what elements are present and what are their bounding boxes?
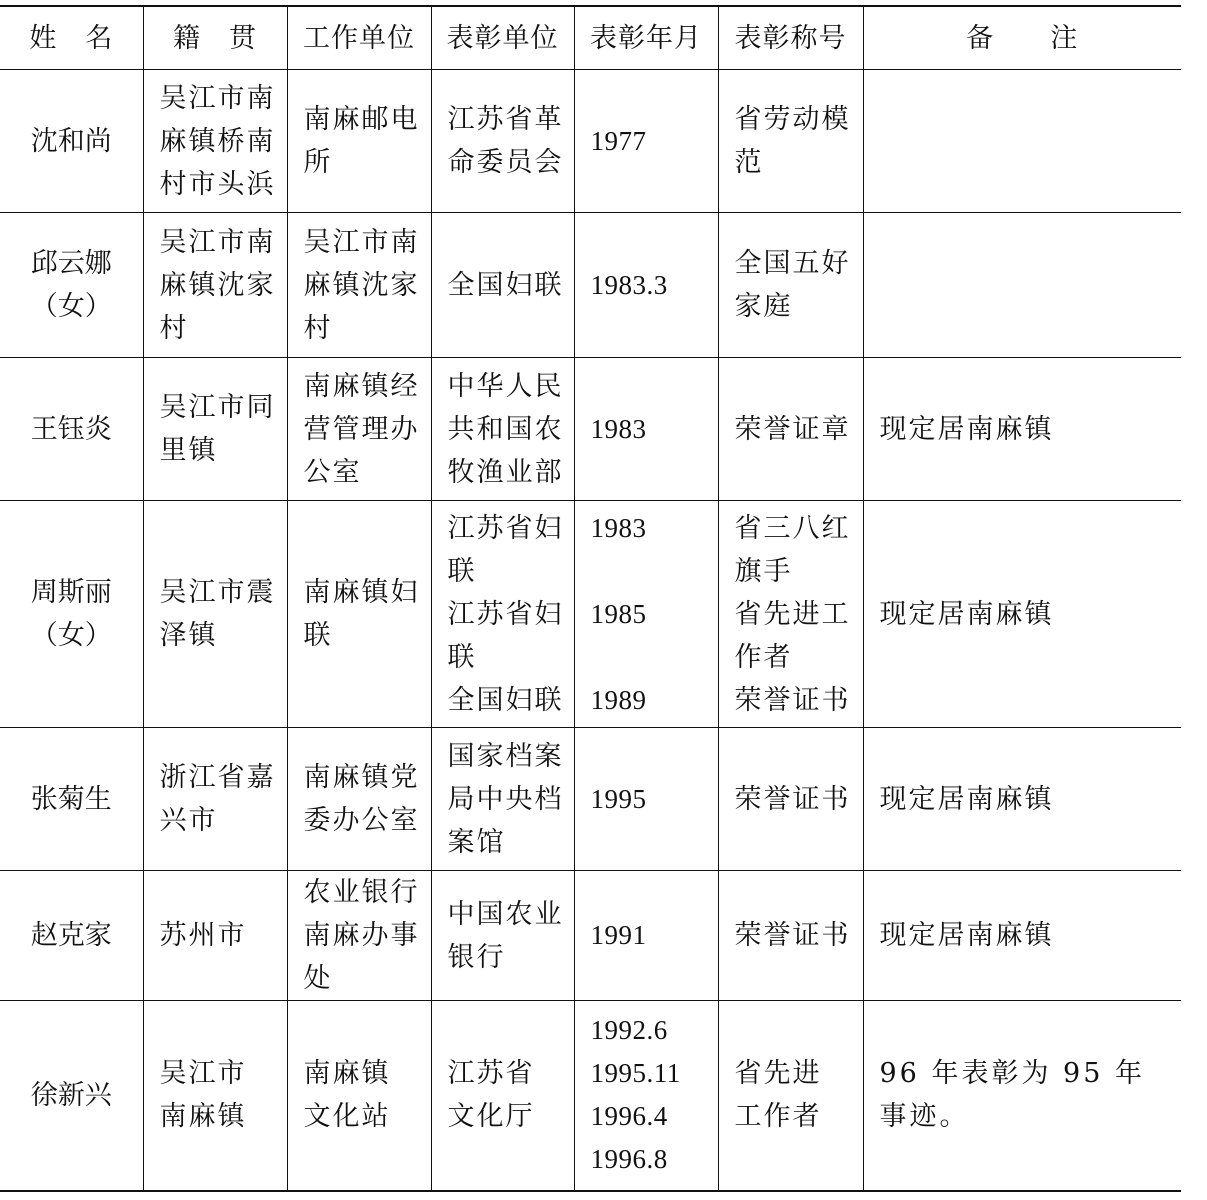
cell-workplace-line: 南麻镇 xyxy=(303,1058,391,1090)
header-workplace: 工作单位 xyxy=(287,6,431,70)
header-row xyxy=(0,6,1181,70)
cell-name-line: （女） xyxy=(30,620,112,651)
cell-name xyxy=(0,1001,143,1191)
cell-date-line: 1995.11 xyxy=(590,1058,681,1089)
table-row xyxy=(0,358,1181,501)
cell-honor-org-line: 联 xyxy=(447,641,477,673)
cell-date xyxy=(574,358,718,501)
cell-origin-line: 南麻镇 xyxy=(159,1101,247,1133)
cell-origin-line: 麻镇沈家 xyxy=(159,269,276,301)
cell-workplace-line: 南麻镇经 xyxy=(303,370,420,402)
cell-date xyxy=(574,871,718,1001)
table-row xyxy=(0,70,1181,213)
cell-title-line: 荣誉证书 xyxy=(734,783,851,815)
cell-origin-line: 里镇 xyxy=(159,435,218,466)
cell-workplace-line: 南麻镇妇 xyxy=(303,577,420,608)
header-remarks: 备 注 xyxy=(863,6,1181,70)
cell-honor-org-line: 全国妇联 xyxy=(447,269,564,301)
cell-origin-line: 吴江市震 xyxy=(159,577,276,608)
cell-honor-org-line: 江苏省妇 xyxy=(447,598,564,630)
cell-remarks-text: 96 年表彰为 95 年事迹。 xyxy=(879,1058,1145,1133)
cell-workplace-line: 村 xyxy=(303,312,333,344)
cell-remarks-text: 现定居南麻镇 xyxy=(879,920,1054,951)
cell-date-line: 1991 xyxy=(590,920,647,950)
cell-remarks-text: 现定居南麻镇 xyxy=(879,783,1054,815)
cell-date xyxy=(574,70,718,213)
cell-origin xyxy=(143,501,287,728)
cell-name-line: 周斯丽 xyxy=(30,577,112,608)
table-row xyxy=(0,728,1181,871)
cell-honor-org-line: 命委员会 xyxy=(447,147,564,178)
cell-title xyxy=(718,728,863,871)
cell-title-line: 旗手 xyxy=(734,555,793,587)
cell-name-line: 徐新兴 xyxy=(30,1079,112,1111)
cell-date-line: 1996.4 xyxy=(590,1101,668,1132)
cell-name-line: 王钰炎 xyxy=(30,413,112,445)
cell-honor-org-line: 共和国农 xyxy=(447,413,564,445)
cell-title-line: 省三八红 xyxy=(734,512,851,544)
cell-honor-org-line: 文化厅 xyxy=(447,1101,535,1133)
cell-date xyxy=(574,728,718,871)
cell-title xyxy=(718,501,863,728)
cell-workplace xyxy=(287,1001,431,1191)
cell-remarks xyxy=(863,501,1181,728)
cell-title-line: 工作者 xyxy=(734,1101,822,1133)
cell-honor-org xyxy=(431,70,574,213)
cell-origin xyxy=(143,213,287,358)
cell-honor-org-line: 全国妇联 xyxy=(447,684,564,716)
cell-honor-org-line: 中国农业 xyxy=(447,898,564,930)
cell-origin-line: 浙江省嘉 xyxy=(159,762,276,793)
cell-date-line: 1983 xyxy=(590,512,647,543)
cell-honor-org-line: 国家档案 xyxy=(447,740,564,772)
cell-name-line: 张菊生 xyxy=(30,783,112,815)
cell-remarks xyxy=(863,871,1181,1001)
cell-workplace-line: 委办公室 xyxy=(303,805,420,836)
cell-origin xyxy=(143,358,287,501)
cell-title-line: 省劳动模 xyxy=(734,104,851,135)
cell-origin xyxy=(143,871,287,1001)
cell-title-line: 省先进工 xyxy=(734,598,851,630)
cell-title-line: 荣誉证书 xyxy=(734,684,851,716)
cell-origin-line: 吴江市 xyxy=(159,1058,247,1090)
cell-workplace-line: 营管理办 xyxy=(303,413,420,445)
header-name: 姓 名 xyxy=(0,6,143,70)
cell-title-line: 省先进 xyxy=(734,1058,822,1090)
cell-origin-line: 吴江市南 xyxy=(159,82,276,114)
header-origin: 籍 贯 xyxy=(143,6,287,70)
cell-honor-org xyxy=(431,501,574,728)
cell-origin-line: 苏州市 xyxy=(159,920,247,951)
cell-workplace-line: 所 xyxy=(303,147,333,178)
cell-title-line: 家庭 xyxy=(734,291,793,322)
cell-name xyxy=(0,728,143,871)
cell-workplace-line: 处 xyxy=(303,963,333,994)
cell-remarks xyxy=(863,213,1181,358)
cell-origin xyxy=(143,1001,287,1191)
cell-title xyxy=(718,358,863,501)
cell-name xyxy=(0,213,143,358)
header-title: 表彰称号 xyxy=(718,6,863,70)
cell-date-line: 1995 xyxy=(590,783,647,814)
cell-honor-org xyxy=(431,358,574,501)
cell-workplace-line: 吴江市南 xyxy=(303,226,420,258)
cell-workplace xyxy=(287,501,431,728)
cell-name xyxy=(0,501,143,728)
cell-name xyxy=(0,358,143,501)
cell-title xyxy=(718,871,863,1001)
cell-title-line: 作者 xyxy=(734,641,793,673)
cell-name-line: （女） xyxy=(30,291,112,322)
cell-honor-org-line: 牧渔业部 xyxy=(447,456,564,488)
cell-honor-org xyxy=(431,213,574,358)
cell-origin-line: 吴江市同 xyxy=(159,392,276,423)
cell-date-line: 1989 xyxy=(590,684,647,715)
cell-title-line: 全国五好 xyxy=(734,248,851,279)
cell-date-line: 1983 xyxy=(590,413,647,444)
cell-workplace-line: 联 xyxy=(303,620,333,651)
cell-workplace-line: 农业银行 xyxy=(303,877,420,908)
cell-title-line: 荣誉证书 xyxy=(734,920,851,951)
cell-title-line: 荣誉证章 xyxy=(734,413,851,445)
table-body xyxy=(0,70,1181,1191)
cell-name-line: 邱云娜 xyxy=(30,248,112,279)
cell-honor-org-line: 联 xyxy=(447,555,477,587)
cell-honor-org xyxy=(431,1001,574,1191)
cell-date-line: 1996.8 xyxy=(590,1144,668,1175)
cell-date-line xyxy=(591,636,710,679)
cell-date xyxy=(574,501,718,728)
header-date: 表彰年月 xyxy=(574,6,718,70)
cell-honor-org-line: 局中央档 xyxy=(447,783,564,815)
cell-honor-org-line: 江苏省妇 xyxy=(447,512,564,544)
cell-title xyxy=(718,70,863,213)
cell-date-line: 1992.6 xyxy=(590,1015,668,1046)
header-honor-org: 表彰单位 xyxy=(431,6,574,70)
cell-name-line: 赵克家 xyxy=(30,920,112,951)
cell-title-line: 范 xyxy=(734,147,764,178)
cell-date-line: 1977 xyxy=(590,125,647,156)
cell-workplace xyxy=(287,70,431,213)
cell-workplace-line: 南麻办事 xyxy=(303,920,420,951)
cell-date-line xyxy=(591,550,710,593)
cell-honor-org xyxy=(431,871,574,1001)
cell-name xyxy=(0,871,143,1001)
cell-remarks xyxy=(863,70,1181,213)
cell-origin-line: 吴江市南 xyxy=(159,226,276,258)
cell-origin xyxy=(143,70,287,213)
cell-workplace xyxy=(287,213,431,358)
cell-origin-line: 村市头浜 xyxy=(159,168,276,200)
cell-workplace xyxy=(287,358,431,501)
cell-origin-line: 村 xyxy=(159,312,189,344)
table-row xyxy=(0,501,1181,728)
cell-origin-line: 兴市 xyxy=(159,805,218,836)
cell-title xyxy=(718,1001,863,1191)
honor-table xyxy=(0,5,1181,1192)
cell-origin-line: 麻镇桥南 xyxy=(159,125,276,157)
cell-remarks-text: 现定居南麻镇 xyxy=(879,598,1054,630)
cell-name xyxy=(0,70,143,213)
cell-workplace-line: 南麻邮电 xyxy=(303,104,420,135)
cell-origin-line: 泽镇 xyxy=(159,620,218,651)
cell-remarks-text: 现定居南麻镇 xyxy=(879,413,1054,445)
cell-date-line: 1985 xyxy=(590,598,647,629)
cell-honor-org xyxy=(431,728,574,871)
cell-title xyxy=(718,213,863,358)
cell-workplace xyxy=(287,871,431,1001)
cell-origin xyxy=(143,728,287,871)
cell-honor-org-line: 银行 xyxy=(447,941,506,973)
table-row xyxy=(0,1001,1181,1191)
cell-date-line: 1983.3 xyxy=(590,269,668,300)
cell-workplace-line: 公室 xyxy=(303,456,362,488)
cell-remarks xyxy=(863,1001,1181,1191)
cell-honor-org-line: 案馆 xyxy=(447,826,506,858)
cell-workplace-line: 南麻镇党 xyxy=(303,762,420,793)
table-row xyxy=(0,213,1181,358)
cell-workplace-line: 麻镇沈家 xyxy=(303,269,420,301)
cell-remarks xyxy=(863,728,1181,871)
cell-honor-org-line: 中华人民 xyxy=(447,370,564,402)
cell-workplace-line: 文化站 xyxy=(303,1101,391,1133)
cell-remarks xyxy=(863,358,1181,501)
cell-honor-org-line: 江苏省 xyxy=(447,1058,535,1090)
cell-workplace xyxy=(287,728,431,871)
table-row xyxy=(0,871,1181,1001)
cell-date xyxy=(574,213,718,358)
cell-honor-org-line: 江苏省革 xyxy=(447,104,564,135)
cell-date xyxy=(574,1001,718,1191)
cell-name-line: 沈和尚 xyxy=(30,125,112,157)
